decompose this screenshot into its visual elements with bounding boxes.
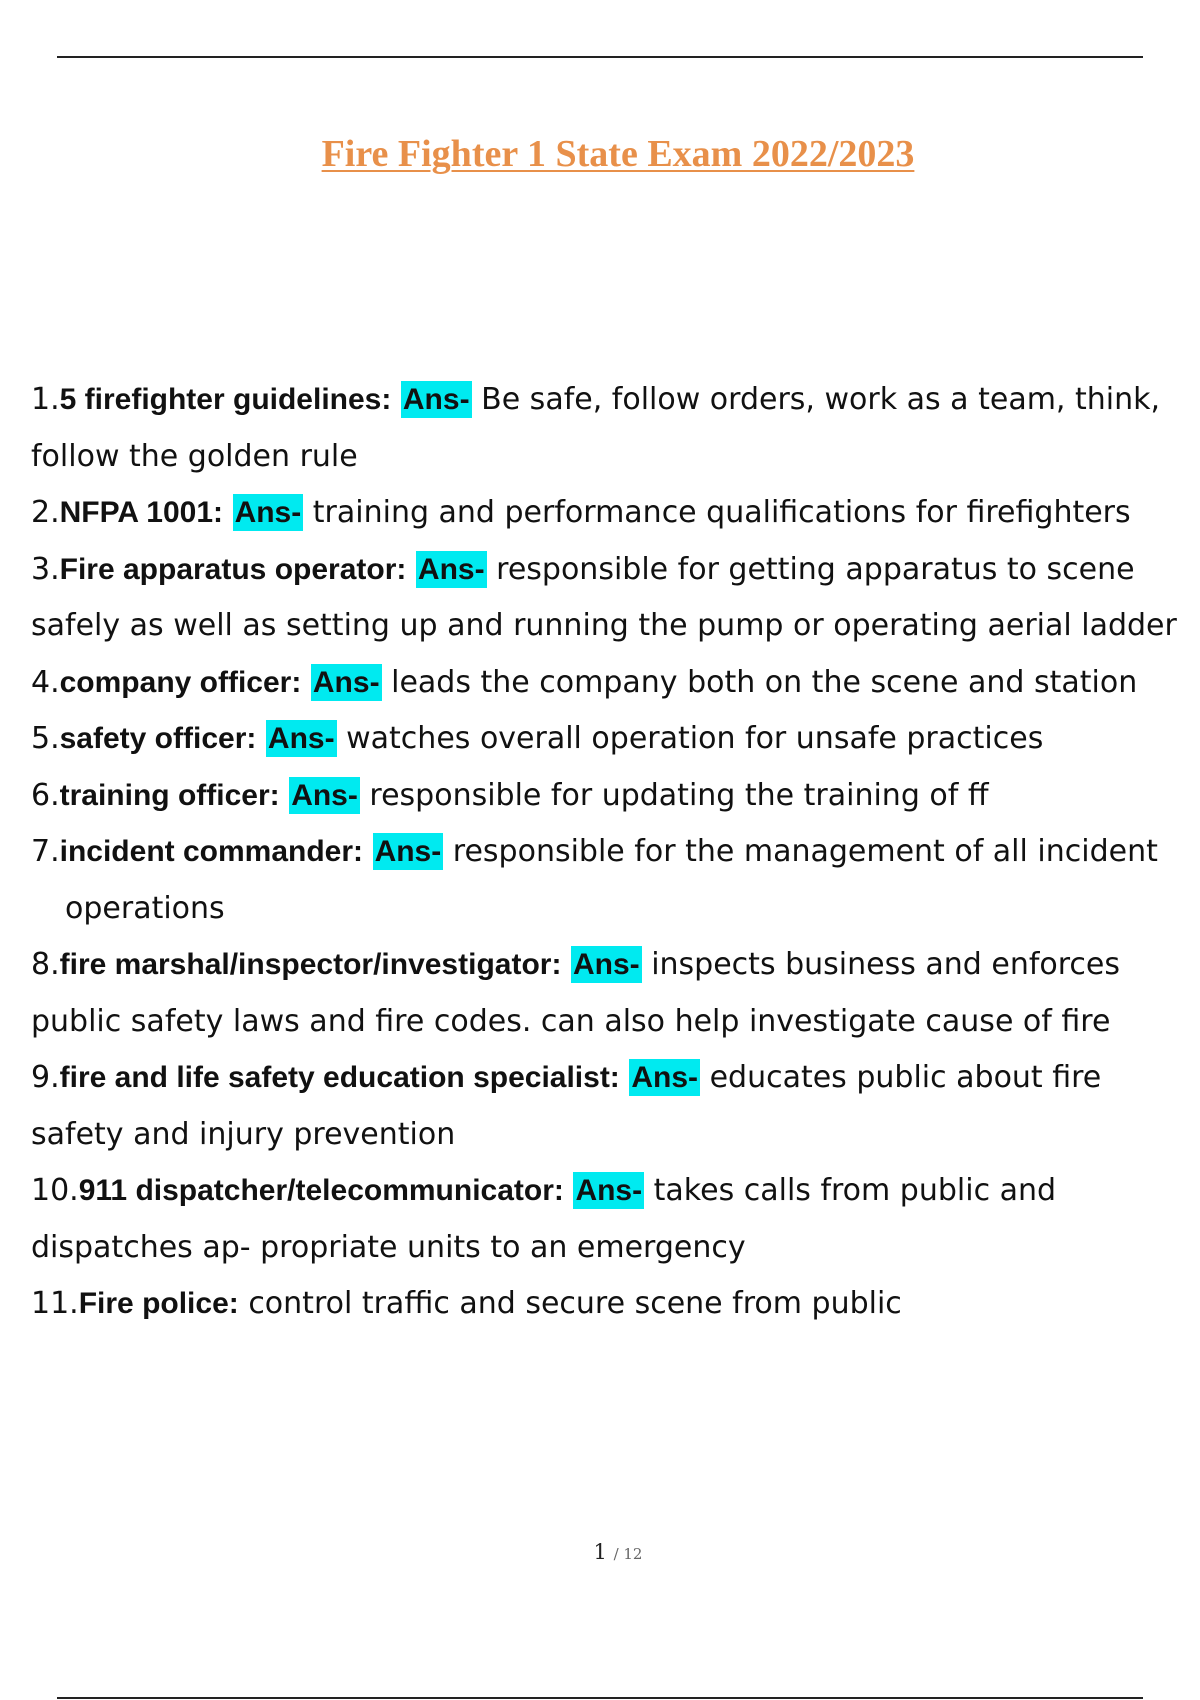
item-term: 911 dispatcher/telecommunicator: [78,1174,564,1207]
item-number: 5. [31,721,60,756]
item-term: company officer: [59,665,302,699]
answer-marker: Ans- [291,778,358,812]
item-answer: inspects business and enforces public safety laws and fire codes. can also help investigate cause of fire [31,947,1121,1039]
item-number: 1. [31,382,60,417]
list-item [31,768,1200,825]
list-item [31,1050,1200,1163]
item-term: 5 firefighter guidelines: [59,383,392,416]
item-number: 3. [31,551,60,587]
list-item [31,485,1200,542]
item-term: safety officer: [59,722,257,755]
answer-marker: Ans- [417,552,485,586]
item-number: 10. [31,1173,79,1208]
item-answer: responsible for updating the training of ff [369,777,989,813]
item-answer: training and performance qualifications for firefighters [312,495,1131,530]
current-page: 1 [593,1540,607,1564]
item-number: 2. [31,495,60,530]
qa-list [31,372,1200,1333]
item-number: 11. [31,1286,79,1321]
item-answer: responsible for getting apparatus to scene safely as well as setting up and running the pump or operating aerial ladder [31,551,1177,643]
document-title: Fire Fighter 1 State Exam 2022/2023 [321,133,915,175]
answer-marker: Ans- [234,496,302,529]
item-term: fire and life safety education specialist: [59,1061,620,1094]
answer-marker: Ans- [312,665,380,699]
item-number: 6. [31,777,60,813]
item-term: incident commander: [59,835,364,868]
item-term: Fire apparatus operator: [59,552,407,586]
answer-marker: Ans- [631,1061,699,1094]
item-term: fire marshal/inspector/investigator: [59,948,562,981]
answer-marker: Ans- [572,948,640,981]
item-answer: takes calls from public and dispatches ap- propriate units to an emergency [31,1173,1057,1265]
item-answer: educates public about fire safety and injury prevention [31,1060,1102,1152]
answer-marker: Ans- [374,835,442,868]
list-item [31,1276,1200,1333]
item-term: Fire police: [78,1287,239,1320]
list-item [31,542,1200,655]
item-number: 8. [31,947,60,982]
answer-marker: Ans- [267,722,335,755]
item-answer: responsible for the management of all incident operations [65,834,1158,926]
list-item [31,372,1200,485]
page-indicator [0,1540,1200,1564]
list-item [31,655,1200,712]
item-number: 9. [31,1060,60,1095]
top-rule [57,56,1143,58]
answer-marker: Ans- [575,1174,643,1207]
list-item [31,1163,1200,1276]
list-item [31,824,1200,937]
list-item [31,711,1200,768]
item-answer: control traffic and secure scene from public [248,1286,902,1321]
list-item [31,937,1200,1050]
item-answer: watches overall operation for unsafe practices [346,721,1044,756]
answer-marker: Ans- [402,383,470,416]
total-pages: / 12 [613,1545,643,1563]
item-number: 4. [31,664,60,700]
item-answer: Be safe, follow orders, work as a team, think, follow the golden rule [31,382,1161,474]
item-term: NFPA 1001: [59,496,224,529]
bottom-rule [57,1697,1143,1699]
item-term: training officer: [59,778,280,812]
item-answer: leads the company both on the scene and station [391,664,1138,700]
item-number: 7. [31,834,60,869]
